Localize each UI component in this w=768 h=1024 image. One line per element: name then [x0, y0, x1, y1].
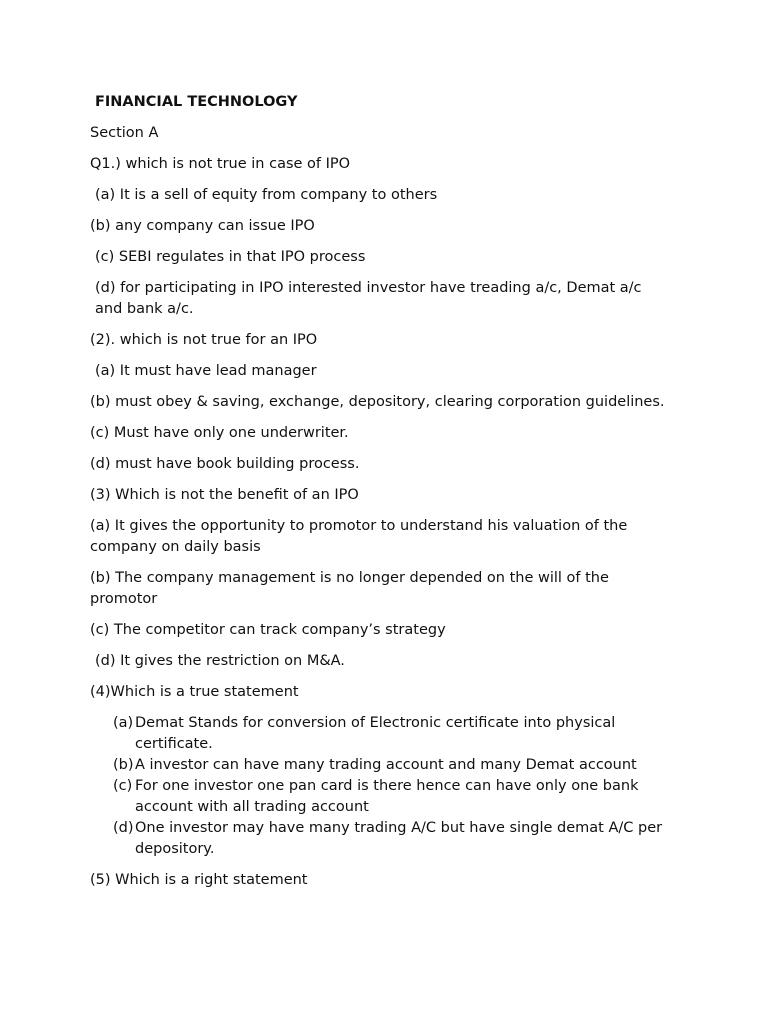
question-3-option-a: (a) It gives the opportunity to promotor to understand his valuation of the company on daily basis [90, 518, 628, 555]
list-item [90, 713, 670, 755]
question-3-option-c: (c) The competitor can track company’s strategy [90, 622, 446, 638]
list-item [90, 818, 670, 860]
list-item [90, 776, 670, 818]
question-2-option-c: (c) Must have only one underwriter. [90, 425, 349, 441]
question-3: (3) Which is not the benefit of an IPO [90, 487, 359, 503]
question-1-option-b: (b) any company can issue IPO [90, 218, 315, 234]
question-1-option-a: (a) It is a sell of equity from company to others [95, 187, 438, 203]
question-5: (5) Which is a right statement [90, 872, 308, 888]
question-1-option-d: (d) for participating in IPO interested investor have treading a/c, Demat a/c and bank a/c. [95, 280, 642, 317]
list-item [90, 755, 670, 776]
option-marker: (b) [113, 757, 134, 773]
document-title: FINANCIAL TECHNOLOGY [95, 94, 298, 110]
option-text: For one investor one pan card is there hence can have only one bank account with all trading account [135, 778, 639, 815]
question-4-options [90, 713, 670, 860]
option-marker: (d) [113, 820, 134, 836]
question-2-option-d: (d) must have book building process. [90, 456, 360, 472]
question-2-option-a: (a) It must have lead manager [95, 363, 317, 379]
option-text: One investor may have many trading A/C but have single demat A/C per depository. [135, 820, 663, 857]
question-1: Q1.) which is not true in case of IPO [90, 156, 351, 172]
question-2-option-b: (b) must obey & saving, exchange, depository, clearing corporation guidelines. [90, 394, 665, 410]
question-2: (2). which is not true for an IPO [90, 332, 318, 348]
document-body [90, 92, 670, 891]
option-text: Demat Stands for conversion of Electronic certificate into physical certificate. [135, 715, 616, 752]
question-3-option-d: (d) It gives the restriction on M&A. [95, 653, 345, 669]
question-1-option-c: (c) SEBI regulates in that IPO process [95, 249, 366, 265]
option-text: A investor can have many trading account and many Demat account [135, 757, 637, 773]
option-marker: (c) [113, 778, 133, 794]
section-heading: Section A [90, 125, 159, 141]
question-3-option-b: (b) The company management is no longer depended on the will of the promotor [90, 570, 609, 607]
option-marker: (a) [113, 715, 134, 731]
question-4: (4)Which is a true statement [90, 684, 299, 700]
